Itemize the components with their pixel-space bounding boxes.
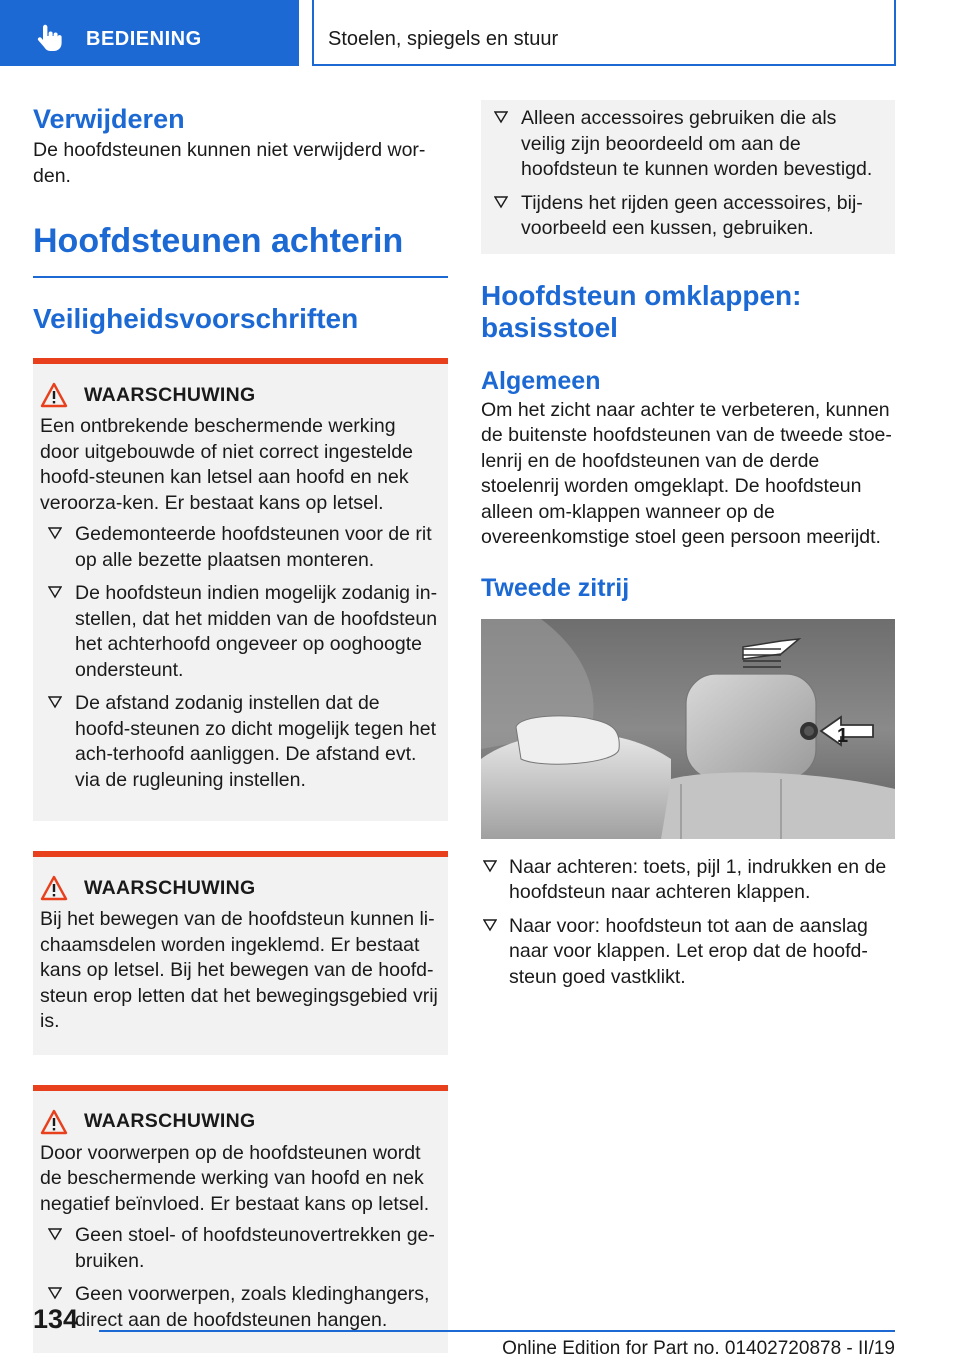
list-item: [486, 106, 883, 183]
bullet-triangle-icon: [494, 110, 508, 124]
bullet-text: De hoofdsteun indien mogelijk zodanig in-stellen, dat het midden van de hoofdsteun het achterhoofd ongeveer op ooghoogte ondersteunt.: [75, 582, 438, 681]
warning-title: WAARSCHUWING: [84, 1110, 256, 1132]
warning-triangle-icon: [40, 382, 68, 408]
heading-safety: Veiligheidsvoorschriften: [33, 303, 359, 334]
bullet-triangle-icon: [48, 526, 62, 540]
row-bullets: [481, 855, 895, 991]
footer-rule: [99, 1330, 895, 1332]
bullet-text: De afstand zodanig instellen dat de hoofd-steunen zo dicht mogelijk tegen het ach-terhoofd aanliggen. De afstand evt. via de rugleuning instellen.: [75, 692, 436, 791]
left-column: [33, 100, 448, 1353]
list-item: [481, 914, 895, 991]
bullet-text: Geen voorwerpen, zoals kledinghangers, direct aan de hoofdsteunen hangen.: [75, 1283, 430, 1331]
general-text: Om het zicht naar achter te verbeteren, kunnen de buitenste hoofdsteunen van de tweede stoe-lenrij en de hoofdsteunen van de derde stoelenrij worden omgeklapt. De hoofdsteun alleen om-klappen wanneer op de overeenkomstige stoel geen persoon meerijdt.: [481, 398, 892, 548]
bullet-text: Gedemonteerde hoofdsteunen voor de rit op alle bezette plaatsen monteren.: [75, 523, 432, 571]
warning-box-3: [33, 1085, 448, 1354]
bullet-text: Geen stoel- of hoofdsteunovertrekken ge-bruiken.: [75, 1224, 435, 1272]
warning-title: WAARSCHUWING: [84, 876, 256, 899]
warning-triangle-icon: [40, 1109, 68, 1135]
list-item: [40, 1282, 438, 1333]
section-tab: [0, 0, 299, 66]
bullet-text: Naar achteren: toets, pijl 1, indrukken en de hoofdsteun naar achteren klappen.: [509, 855, 887, 903]
bullet-triangle-icon: [483, 918, 497, 932]
chapter-title-box: [312, 0, 896, 66]
warning-header: [40, 1109, 438, 1135]
right-column: [481, 100, 895, 998]
warning-box-1: [33, 358, 448, 821]
list-item: [40, 1223, 438, 1274]
warning-text: Bij het bewegen van de hoofdsteun kunnen li-chaamsdelen worden ingeklemd. Er bestaat kans op letsel. Bij het bewegen van de hoofd-steun erop letten dat het bewegingsgebied vrij is.: [40, 908, 438, 1032]
warning-bullets: [40, 522, 438, 793]
list-item: [481, 855, 895, 906]
chapter-title: Stoelen, spiegels en stuur: [328, 28, 559, 50]
warning-triangle-icon: [40, 875, 68, 901]
bullet-triangle-icon: [483, 859, 497, 873]
section-label: BEDIENING: [86, 28, 202, 50]
page-number: 134: [33, 1304, 79, 1334]
continued-warning-box: [481, 100, 895, 254]
warning-box-2: [33, 851, 448, 1055]
bullet-text: Naar voor: hoofdsteun tot aan de aanslag naar voor klappen. Let erop dat de hoofd-steun goed vastklikt.: [509, 914, 868, 988]
heading-rear-headrests: Hoofdsteunen achterin: [33, 222, 404, 260]
hand-pointer-icon: [34, 23, 64, 53]
list-item: [40, 691, 438, 793]
note-bullets: [486, 106, 883, 242]
remove-text: [33, 138, 448, 189]
headrest-photo: [481, 619, 895, 839]
heading-rule: [33, 276, 448, 278]
bullet-triangle-icon: [48, 1227, 62, 1241]
list-item: [40, 581, 438, 683]
heading-fold-headrest: Hoofdsteun omklappen: basisstoel: [481, 279, 802, 343]
bullet-text: Alleen accessoires gebruiken die als veilig zijn beoordeeld om aan de hoofdsteun te kunnen worden bevestigd.: [521, 107, 873, 180]
page-header: [0, 0, 960, 66]
list-item: [40, 522, 438, 573]
warning-text: Door voorwerpen op de hoofdsteunen wordt de beschermende werking van hoofd en nek negatief beïnvloed. Er bestaat kans op letsel.: [40, 1141, 430, 1215]
heading-general: Algemeen: [481, 366, 601, 395]
warning-header: [40, 875, 438, 901]
heading-remove: Verwijderen: [33, 104, 185, 134]
warning-title: WAARSCHUWING: [84, 383, 256, 406]
bullet-triangle-icon: [48, 1286, 62, 1300]
warning-bullets: [40, 1223, 438, 1333]
bullet-triangle-icon: [494, 195, 508, 209]
footer-edition: Online Edition for Part no. 01402720878 - II/19: [502, 1338, 895, 1359]
bullet-triangle-icon: [48, 585, 62, 599]
warning-header: [40, 382, 438, 408]
photo-callout-number: 1: [837, 724, 849, 747]
list-item: [486, 191, 883, 242]
headrest-illustration: [481, 619, 895, 839]
bullet-text: Tijdens het rijden geen accessoires, bij-voorbeeld een kussen, gebruiken.: [521, 191, 863, 239]
warning-text: Een ontbrekende beschermende werking door uitgebouwde of niet correct ingestelde hoofd-steunen kan letsel aan hoofd en nek veroorza-ken. Er bestaat kans op letsel.: [40, 415, 413, 514]
remove-text-line2: den.: [33, 164, 71, 187]
remove-text-line1: De hoofdsteunen kunnen niet verwijderd wor-: [33, 139, 426, 161]
bullet-triangle-icon: [48, 695, 62, 709]
heading-second-row: Tweede zitrij: [481, 573, 630, 602]
